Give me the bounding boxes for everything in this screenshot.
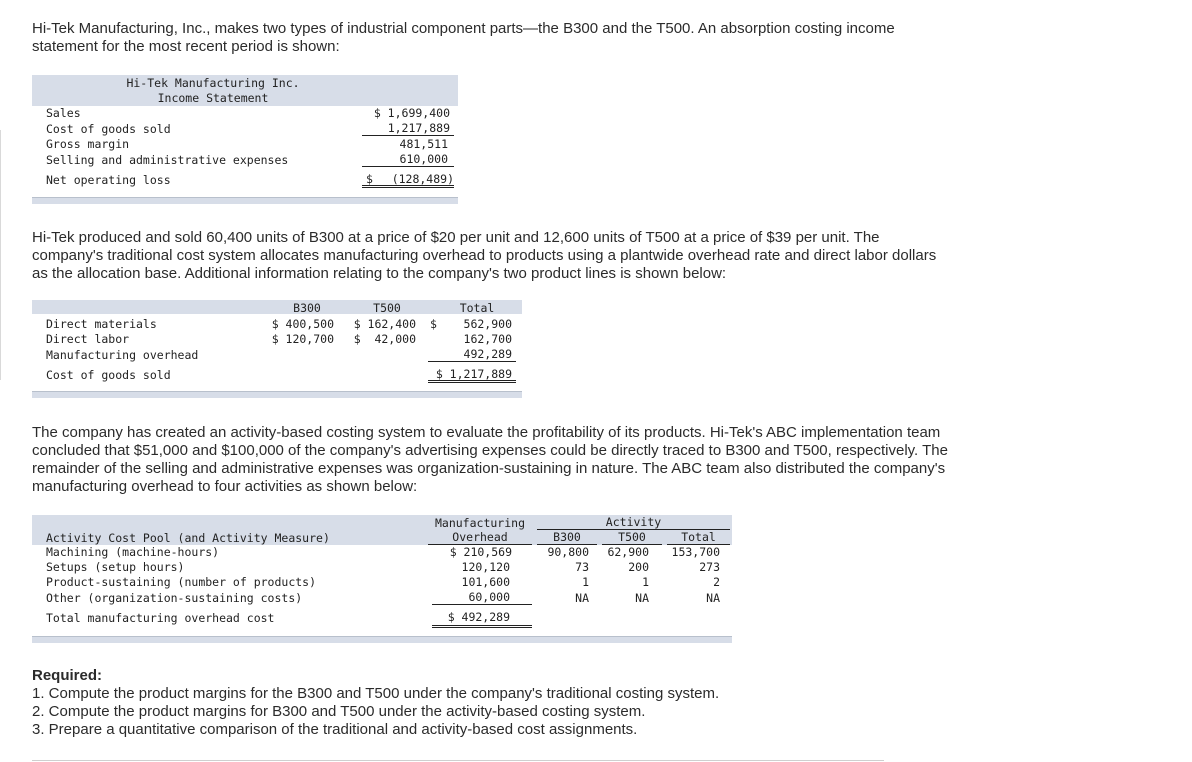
row-label: Machining (machine-hours) [46, 545, 220, 559]
required-item: 2. Compute the product margins for B300 and T500 under the activity-based costing system. [32, 703, 646, 720]
cell-total: NA [706, 591, 720, 605]
income-statement-subtitle: Income Statement [157, 91, 269, 105]
col-header-t500: T500 [373, 301, 401, 315]
income-statement-title: Hi-Tek Manufacturing Inc. [126, 76, 300, 90]
cell-t500: 200 [628, 560, 649, 574]
cell-b300: 90,800 [547, 545, 589, 559]
row-dollar: $ [366, 172, 373, 186]
row-label: Sales [46, 106, 81, 120]
cell-t500: NA [635, 591, 649, 605]
abc-paragraph: The company has created an activity-based costing system to evaluate the profitability of its products. Hi-Tek's ABC implementation team concluded that $51,000 and $100,000 of the company's advertising expenses could be directly traced to B300 and T500, respectively. The remainder of the selling and administrative expenses was organization-sustaining in nature. The ABC team also distributed the company's manufacturing overhead to four activities as shown below: [32, 424, 948, 495]
row-label: Manufacturing overhead [46, 348, 199, 362]
cell-b300: 1 [582, 575, 589, 589]
income-statement [32, 75, 458, 207]
cell-total: 562,900 [463, 317, 512, 331]
cell-total: $ 1,217,889 [435, 367, 512, 381]
row-label: Other (organization-sustaining costs) [46, 591, 303, 605]
col-header-total: Total [459, 301, 495, 315]
product-paragraph: Hi-Tek produced and sold 60,400 units of B300 at a price of $20 per unit and 12,600 units of T500 at a price of $39 per unit. The company's traditional cost system allocates manufacturing overhead to products using a plantwide overhead rate and direct labor dollars as the allocation base. Additional information relating to the company's two product lines is shown below: [32, 229, 937, 282]
row-value: $ 1,699,400 [373, 106, 450, 120]
left-edge-rule [0, 130, 1, 380]
double-underline [362, 185, 454, 188]
col-header-b300: B300 [293, 301, 321, 315]
cell-mo: 60,000 [432, 590, 532, 605]
intro-paragraph: Hi-Tek Manufacturing, Inc., makes two types of industrial component parts—the B300 and the T500. An absorption costing income statement for the most recent period is shown: [32, 20, 895, 55]
mo-header-line2: Overhead [428, 530, 532, 545]
row-value: (128,489) [391, 172, 454, 186]
cell-total: 492,289 [428, 347, 516, 362]
row-label: Selling and administrative expenses [46, 153, 289, 167]
table-footer-bar [32, 636, 732, 643]
col-header-t500: T500 [602, 530, 662, 545]
row-label: Direct labor [46, 332, 130, 346]
row-label: Setups (setup hours) [46, 560, 185, 574]
bottom-rule [32, 760, 884, 761]
cell-t500: $ 162,400 [353, 317, 416, 331]
required-item: 3. Prepare a quantitative comparison of the traditional and activity-based cost assignments. [32, 721, 638, 738]
cell-b300: 73 [575, 560, 589, 574]
row-label: Product-sustaining (number of products) [46, 575, 317, 589]
double-underline [428, 380, 516, 383]
required-section [32, 667, 952, 739]
col-header-total: Total [667, 530, 730, 545]
cell-dollar: $ [430, 317, 437, 331]
cell-total: 162,700 [463, 332, 512, 346]
cell-total: 153,700 [671, 545, 720, 559]
cell-b300: NA [575, 591, 589, 605]
cell-mo: $ 210,569 [449, 545, 512, 559]
row-label: Cost of goods sold [46, 368, 171, 382]
activity-header: Activity [537, 515, 730, 530]
cell-mo: 120,120 [461, 560, 510, 574]
cell-b300: $ 120,700 [271, 332, 334, 346]
abc-table [32, 515, 732, 647]
cell-t500: $ 42,000 [353, 332, 416, 346]
cell-t500: 1 [642, 575, 649, 589]
row-label: Direct materials [46, 317, 157, 331]
table-footer-bar [32, 391, 522, 398]
cell-total: 2 [713, 575, 720, 589]
col-header-b300: B300 [537, 530, 597, 545]
row-value: 481,511 [399, 137, 448, 151]
total-label: Total manufacturing overhead cost [46, 611, 275, 625]
cell-total: 273 [699, 560, 720, 574]
double-underline [432, 625, 532, 628]
row-label: Cost of goods sold [46, 122, 171, 136]
required-heading: Required: [32, 667, 103, 684]
cell-b300: $ 400,500 [271, 317, 334, 331]
row-label: Net operating loss [46, 173, 171, 187]
table-footer-bar [32, 197, 458, 204]
row-value: 610,000 [362, 152, 454, 167]
cell-mo: 101,600 [461, 575, 510, 589]
mo-header-line1: Manufacturing [434, 516, 525, 530]
product-table [32, 300, 522, 400]
row-value: 1,217,889 [362, 121, 454, 136]
required-item: 1. Compute the product margins for the B300 and T500 under the company's traditional costing system. [32, 685, 720, 702]
row-label: Gross margin [46, 137, 130, 151]
total-value: $ 492,289 [447, 610, 510, 624]
cell-t500: 62,900 [607, 545, 649, 559]
pool-header: Activity Cost Pool (and Activity Measure) [46, 531, 330, 545]
